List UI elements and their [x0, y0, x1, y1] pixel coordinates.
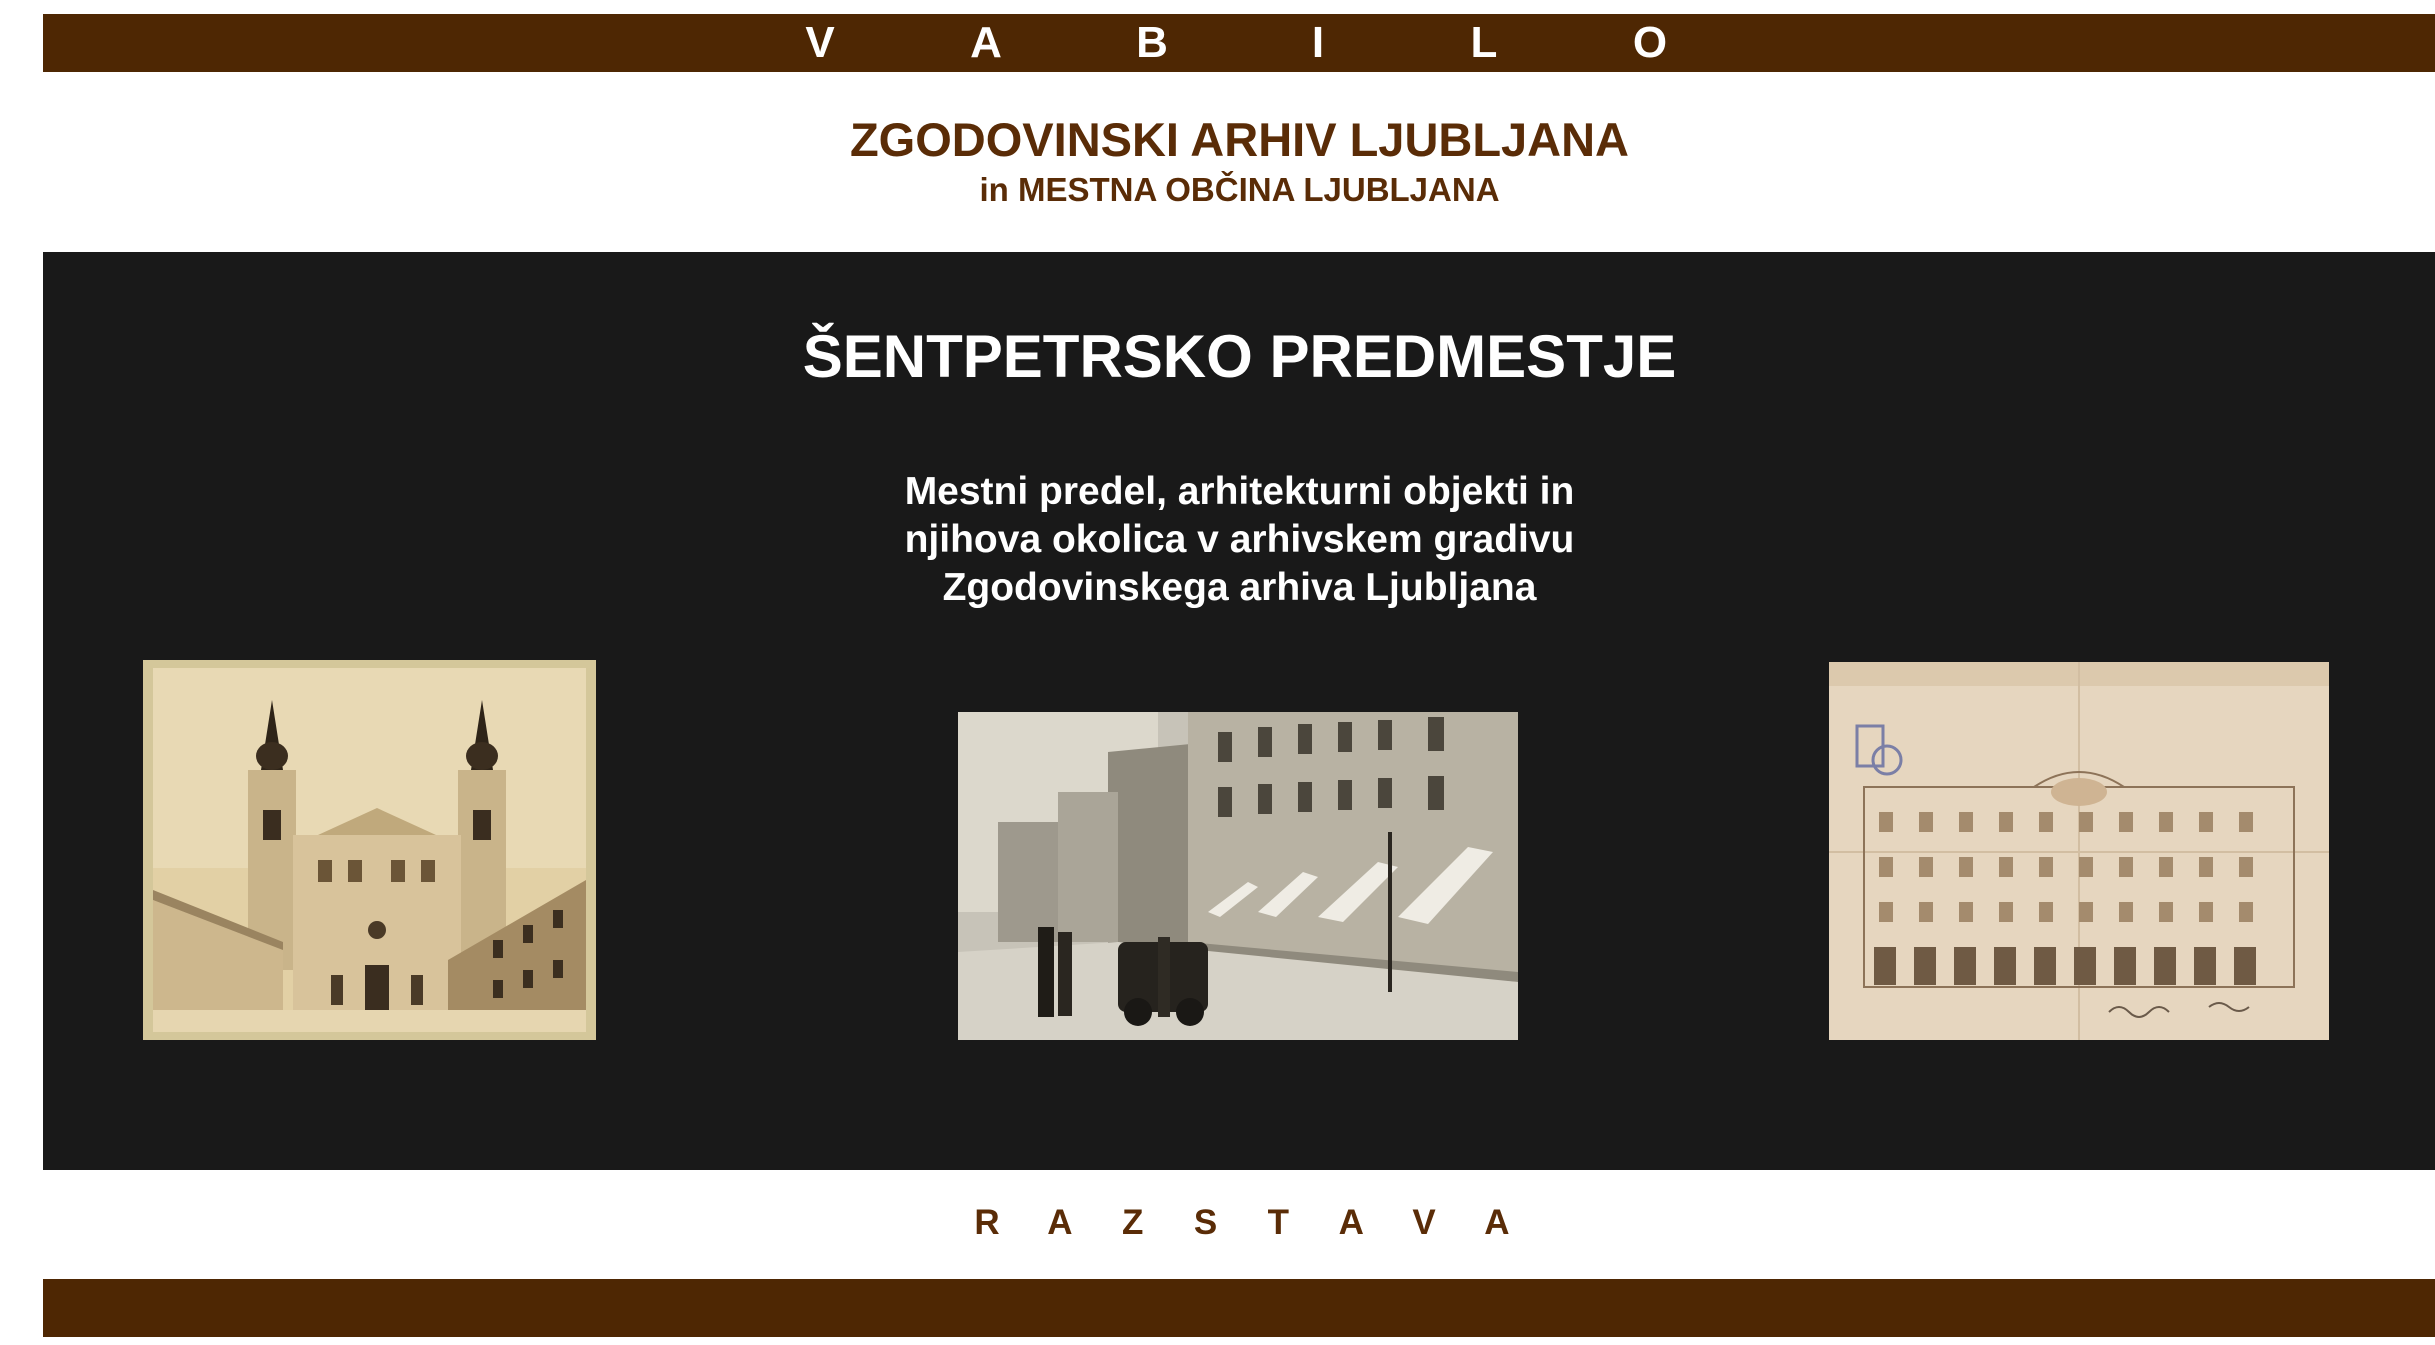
- exhibition-title: ŠENTPETRSKO PREDMESTJE: [802, 323, 1677, 390]
- exhibit-letter: S: [1193, 1203, 1218, 1242]
- church-photo: [143, 660, 596, 1040]
- exhibition-label: [972, 1198, 1512, 1248]
- subtitle-line: Zgodovinskega arhiva Ljubljana: [942, 566, 1537, 609]
- invitation-heading: [800, 14, 1670, 72]
- exhibit-letter: V: [1412, 1203, 1436, 1242]
- exhibition-subtitle: [0, 468, 2435, 612]
- bottom-brown-band: [43, 1279, 2435, 1337]
- subtitle-line: Mestni predel, arhitekturni objekti in: [904, 470, 1575, 513]
- heading-letter: V: [805, 18, 835, 67]
- exhibit-letter: A: [1047, 1203, 1073, 1242]
- facade-illustration: [1829, 662, 2329, 1040]
- church-illustration: [143, 660, 596, 1040]
- exhibit-letter: A: [1338, 1203, 1364, 1242]
- exhibit-letter: T: [1267, 1203, 1290, 1242]
- facade-drawing: [1829, 662, 2329, 1040]
- exhibit-letter: R: [974, 1203, 1000, 1242]
- heading-letter: O: [1632, 18, 1668, 67]
- heading-letter: A: [970, 18, 1002, 67]
- street-illustration: [958, 712, 1518, 1040]
- organizer-sub: in MESTNA OBČINA LJUBLJANA: [979, 171, 1500, 208]
- subtitle-line: njihova okolica v arhivskem gradivu: [904, 518, 1575, 561]
- heading-letter: I: [1311, 18, 1325, 67]
- exhibit-letter: Z: [1121, 1203, 1144, 1242]
- heading-letter: L: [1470, 18, 1498, 67]
- heading-letter: B: [1136, 18, 1168, 67]
- organizer-main: ZGODOVINSKI ARHIV LJUBLJANA: [849, 113, 1630, 166]
- exhibit-letter: A: [1484, 1203, 1510, 1242]
- street-photo: [958, 712, 1518, 1040]
